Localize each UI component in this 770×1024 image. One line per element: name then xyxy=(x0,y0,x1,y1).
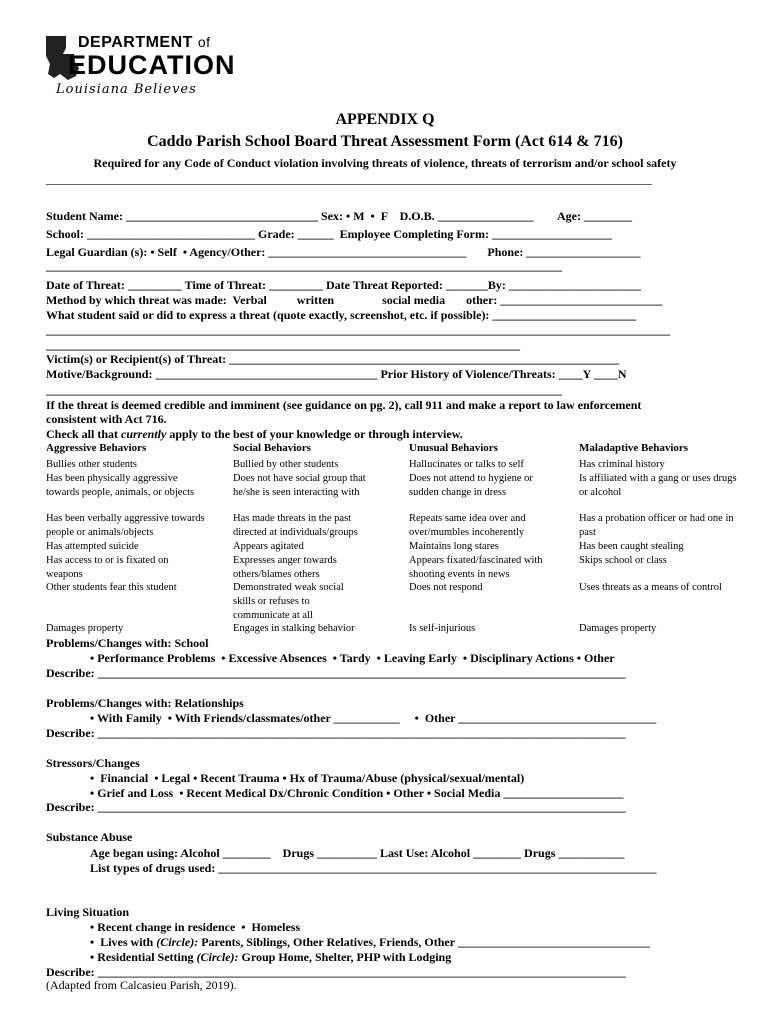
stressors-options-1[interactable]: • Financial • Legal • Recent Trauma • Hx of Trauma/Abuse (physical/sexual/mental) xyxy=(90,771,525,785)
unusual-item[interactable]: Repeats same idea over and over/mumbles incoherently xyxy=(409,513,526,538)
victim-field[interactable]: Victim(s) or Recipient(s) of Threat: _________________________________________________________________ xyxy=(46,352,620,366)
relationships-describe[interactable]: Describe: ________________________________________________________________________________________ xyxy=(46,726,626,740)
required-note: Required for any Code of Conduct violation involving threats of violence, threats of terrorism and/or school safety xyxy=(93,156,677,170)
relationships-options[interactable]: • With Family • With Friends/classmates/other ___________ • Other _________________________________ xyxy=(90,711,657,725)
imminent-warning-2: consistent with Act 716. xyxy=(46,412,167,426)
unusual-item[interactable]: Hallucinates or talks to self xyxy=(409,459,524,470)
divider-rule: _____________________________________________________________________________________________________ xyxy=(46,172,652,186)
living-option-2[interactable]: • Lives with (Circle): Parents, Siblings, Other Relatives, Friends, Other ________________________________ xyxy=(90,935,650,949)
aggressive-item[interactable]: Has attempted suicide xyxy=(46,541,139,552)
maladaptive-item[interactable]: Has criminal history xyxy=(579,459,665,470)
guardian-rule[interactable]: ______________________________________________________________________________________ xyxy=(46,259,562,273)
header-unusual: Unusual Behaviors xyxy=(409,442,498,454)
threat-statement-rule-2[interactable]: _______________________________________________________________________________ xyxy=(46,338,520,352)
threat-statement-field[interactable]: What student said or did to express a threat (quote exactly, screenshot, etc. if possible): ________________________ xyxy=(46,308,637,322)
imminent-warning: If the threat is deemed credible and imminent (see guidance on pg. 2), call 911 and make a report to law enforcement xyxy=(46,398,642,412)
maladaptive-item[interactable]: Uses threats as a means of control xyxy=(579,582,722,593)
substance-heading: Substance Abuse xyxy=(46,830,133,844)
living-heading: Living Situation xyxy=(46,905,130,919)
school-problems-describe[interactable]: Describe: ________________________________________________________________________________________ xyxy=(46,666,626,680)
stressors-heading: Stressors/Changes xyxy=(46,756,140,770)
header-social: Social Behaviors xyxy=(233,442,311,454)
school-field[interactable]: School: ____________________________ Grade: ______ Employee Completing Form: ____________________ xyxy=(46,227,612,241)
footer-citation: (Adapted from Calcasieu Parish, 2019). xyxy=(46,978,237,992)
stressors-describe[interactable]: Describe: ________________________________________________________________________________________ xyxy=(46,800,626,814)
page-subtitle: Caddo Parish School Board Threat Assessment Form (Act 614 & 716) xyxy=(147,133,623,150)
living-option-3[interactable]: • Residential Setting (Circle): Group Home, Shelter, PHP with Lodging xyxy=(90,950,452,964)
logo-department: DEPARTMENT of xyxy=(78,34,211,51)
threat-statement-rule-1[interactable]: ________________________________________________________________________________________________________ xyxy=(46,323,670,337)
unusual-item[interactable]: Appears fixated/fascinated with shooting events in news xyxy=(409,555,543,580)
aggressive-item[interactable]: Has been verbally aggressive towards people or animals/objects xyxy=(46,513,205,538)
legal-guardian-field[interactable]: Legal Guardian (s): • Self • Agency/Other: _________________________________ Phone: ___________________ xyxy=(46,245,641,259)
school-problems-options[interactable]: • Performance Problems • Excessive Absences • Tardy • Leaving Early • Disciplinary Actions • Other xyxy=(90,651,615,665)
department-of-education-logo xyxy=(44,34,236,100)
header-maladaptive: Maladaptive Behaviors xyxy=(579,442,689,454)
social-item[interactable]: Engages in stalking behavior xyxy=(233,623,355,634)
aggressive-item[interactable]: Damages property xyxy=(46,623,124,634)
student-name-field[interactable]: Student Name: ________________________________ Sex: • M • F D.O.B. ________________ Age: ________ xyxy=(46,209,632,223)
relationships-heading: Problems/Changes with: Relationships xyxy=(46,696,244,710)
maladaptive-item[interactable]: Has a probation officer or had one in past xyxy=(579,513,734,538)
school-problems-heading: Problems/Changes with: School xyxy=(46,636,209,650)
living-option-1[interactable]: • Recent change in residence • Homeless xyxy=(90,920,301,934)
stressors-options-2[interactable]: • Grief and Loss • Recent Medical Dx/Chronic Condition • Other • Social Media ____________________ xyxy=(90,786,624,800)
header-aggressive: Aggressive Behaviors xyxy=(46,442,147,454)
method-field[interactable]: Method by which threat was made: Verbal written social media other: ___________________________ xyxy=(46,293,663,307)
maladaptive-item[interactable]: Is affiliated with a gang or uses drugs or alcohol xyxy=(579,473,737,498)
social-item[interactable]: Expresses anger towards others/blames others xyxy=(233,555,337,580)
motive-rule[interactable]: ______________________________________________________________________________________ xyxy=(46,383,562,397)
unusual-item[interactable]: Does not attend to hygiene or sudden change in dress xyxy=(409,473,533,498)
logo-tagline: Louisiana Believes xyxy=(56,82,197,97)
aggressive-item[interactable]: Bullies other students xyxy=(46,459,137,470)
social-item[interactable]: Appears agitated xyxy=(233,541,304,552)
substance-age-field[interactable]: Age began using: Alcohol ________ Drugs __________ Last Use: Alcohol ________ Drugs ___________ xyxy=(90,846,625,860)
unusual-item[interactable]: Does not respond xyxy=(409,582,483,593)
page-title: APPENDIX Q xyxy=(335,111,435,128)
aggressive-item[interactable]: Has access to or is fixated on weapons xyxy=(46,555,169,580)
logo-education: EDUCATION xyxy=(68,50,236,80)
living-describe[interactable]: Describe: ________________________________________________________________________________________ xyxy=(46,965,626,979)
date-of-threat-field[interactable]: Date of Threat: _________ Time of Threat: _________ Date Threat Reported: _______By: ______________________ xyxy=(46,278,641,292)
social-item[interactable]: Bullied by other students xyxy=(233,459,339,470)
maladaptive-item[interactable]: Has been caught stealing xyxy=(579,541,684,552)
motive-field[interactable]: Motive/Background: _____________________________________ Prior History of Violence/Threats: ____Y ____N xyxy=(46,367,627,381)
unusual-item[interactable]: Maintains long stares xyxy=(409,541,499,552)
maladaptive-item[interactable]: Skips school or class xyxy=(579,555,667,566)
check-instructions: Check all that currently apply to the best of your knowledge or through interview. xyxy=(46,427,463,441)
substance-drugs-field[interactable]: List types of drugs used: _________________________________________________________________________ xyxy=(90,861,657,875)
social-item[interactable]: Demonstrated weak social skills or refuses to communicate at all xyxy=(233,582,344,621)
social-item[interactable]: Does not have social group that he/she is seen interacting with xyxy=(233,473,366,498)
aggressive-item[interactable]: Other students fear this student xyxy=(46,582,177,593)
aggressive-item[interactable]: Has been physically aggressive towards people, animals, or objects xyxy=(46,473,195,498)
social-item[interactable]: Has made threats in the past directed at individuals/groups xyxy=(233,513,358,538)
unusual-item[interactable]: Is self-injurious xyxy=(409,623,476,634)
maladaptive-item[interactable]: Damages property xyxy=(579,623,657,634)
